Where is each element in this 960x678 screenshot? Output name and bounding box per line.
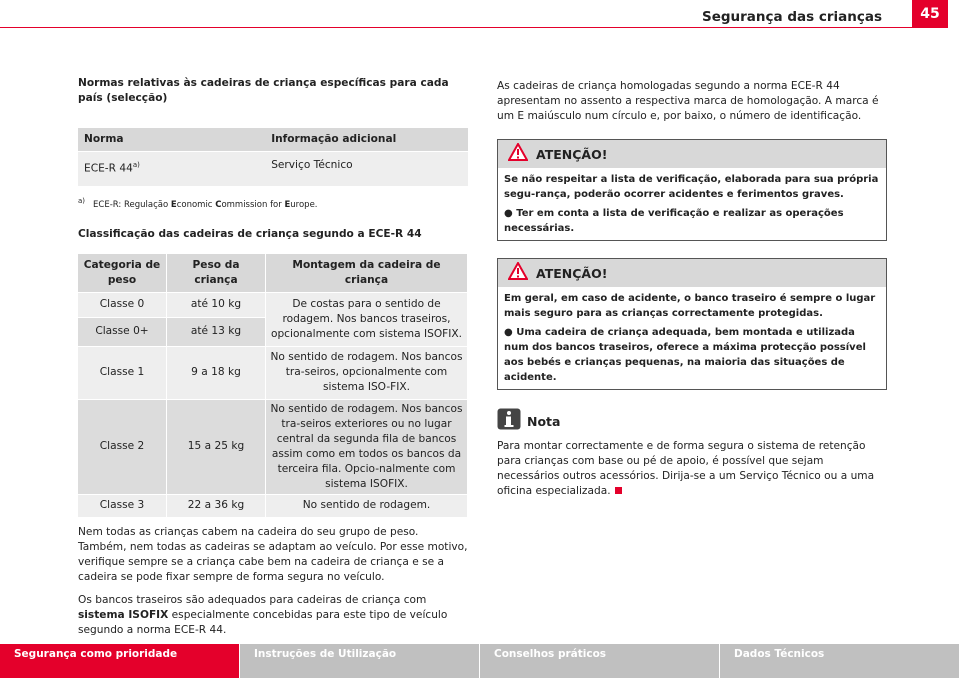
- footnote: $^{a)}$ ECE-R: Regulação Economic Commission for Europe.: [78, 197, 318, 210]
- note-text: Para montar correctamente e de forma segura o sistema de retenção para crianças com base ou pé de apoio, é possível que sejam necessários outros acessórios. Dirija-se a um Serviço Técnico ou a uma oficina especializada.: [497, 440, 875, 497]
- page-header-title: Segurança das crianças: [701, 9, 882, 25]
- table-cell-category: Classe 1: [78, 346, 167, 399]
- footer-tab-technical-data[interactable]: Dados Técnicos: [720, 644, 960, 678]
- warning-box: [497, 258, 887, 390]
- note-info-icon: [497, 408, 521, 435]
- table-row: [78, 292, 468, 317]
- table-header-info: Informação adicional: [265, 128, 468, 152]
- header-rule: [0, 27, 948, 28]
- table-cell-category: Classe 2: [78, 399, 167, 494]
- table-row: [78, 399, 468, 494]
- table-cell-norma: ECE-R 44$^{a)}$: [78, 152, 265, 187]
- classification-table: [78, 254, 468, 517]
- section-heading-country-norms: Normas relativas às cadeiras de criança específicas para cada país (selecção): [78, 77, 449, 104]
- warning-text: Se não respeitar a lista de verificação, elaborada para sua própria segu-rança, poderão ocorrer acidentes e ferimentos graves.: [504, 174, 879, 200]
- norms-table: [78, 128, 468, 186]
- note-title: Nota: [527, 414, 561, 429]
- table-cell-category: Classe 0+: [78, 317, 167, 346]
- table-header-norma: Norma: [78, 128, 265, 152]
- table-header-weight: Peso da criança: [167, 254, 266, 293]
- left-column: [78, 76, 468, 638]
- paragraph-isofix: Os bancos traseiros são adequados para cadeiras de criança com sistema ISOFIX especialmente concebidas para este tipo de veículo segundo a norma ECE-R 44.: [78, 593, 448, 636]
- table-cell-weight: 9 a 18 kg: [167, 346, 266, 399]
- table-cell-mounting: De costas para o sentido de rodagem. Nos bancos traseiros, opcionalmente com sistema ISOFIX.: [266, 292, 468, 346]
- table-header-category: Categoria de peso: [78, 254, 167, 293]
- warning-bullet: ● Ter em conta a lista de verificação e realizar as operações necessárias.: [504, 208, 844, 234]
- table-header-mounting: Montagem da cadeira de criança: [266, 254, 468, 293]
- table-cell-weight: 15 a 25 kg: [167, 399, 266, 494]
- warning-text: Em geral, em caso de acidente, o banco traseiro é sempre o lugar mais seguro para as crianças correctamente protegidas.: [504, 293, 876, 319]
- table-cell-category: Classe 0: [78, 292, 167, 317]
- page-number: 45: [912, 0, 948, 28]
- table-cell-weight: até 10 kg: [167, 292, 266, 317]
- table-row: [78, 494, 468, 517]
- footer-tab-practical-tips[interactable]: Conselhos práticos: [480, 644, 720, 678]
- note-header: [497, 408, 887, 435]
- table-cell-category: Classe 3: [78, 494, 167, 517]
- table-cell-weight: 22 a 36 kg: [167, 494, 266, 517]
- table-cell-weight: até 13 kg: [167, 317, 266, 346]
- warning-box: [497, 139, 887, 241]
- table-cell-mounting: No sentido de rodagem. Nos bancos tra-seiros, opcionalmente com sistema ISO-FIX.: [266, 346, 468, 399]
- warning-title: ATENÇÃO!: [536, 146, 608, 162]
- paragraph-fit-check: Nem todas as crianças cabem na cadeira do seu grupo de peso. Também, nem todas as cadeiras se adaptam ao veículo. Por esse motivo, verifique sempre se a criança cabe bem na cadeira de criança e se a cadeira se pode fixar sempre de forma segura no veículo.: [78, 525, 468, 583]
- right-column: [497, 79, 887, 499]
- warning-triangle-icon: [508, 143, 528, 166]
- table-cell-mounting: No sentido de rodagem. Nos bancos tra-seiros exteriores ou no lugar central da segunda fila de bancos assim como em todos os bancos da terceira fila. Opcio-nalmente com sistema ISOFIX.: [266, 399, 468, 494]
- footer-tab-safety[interactable]: Segurança como prioridade: [0, 644, 240, 678]
- table-row: [78, 346, 468, 399]
- table-cell-info: Serviço Técnico: [265, 152, 468, 187]
- footer-tab-instructions[interactable]: Instruções de Utilização: [240, 644, 480, 678]
- warning-triangle-icon: [508, 262, 528, 285]
- footer-nav: [0, 644, 960, 678]
- table-row: [78, 152, 468, 187]
- warning-bullet: ● Uma cadeira de criança adequada, bem montada e utilizada num dos bancos traseiros, oferece a máxima protecção possível aos bebés e crianças pequenas, na maioria das situações de acidente.: [504, 327, 866, 383]
- warning-title: ATENÇÃO!: [536, 265, 608, 281]
- paragraph-homologation: As cadeiras de criança homologadas segundo a norma ECE-R 44 apresentam no assento a respectiva marca de homologação. A marca é um E maiúsculo num círculo e, por baixo, o número de identificação.: [497, 80, 879, 122]
- section-heading-classification: Classificação das cadeiras de criança segundo a ECE-R 44: [78, 227, 422, 240]
- end-of-section-icon: [615, 487, 622, 494]
- table-cell-mounting: No sentido de rodagem.: [266, 494, 468, 517]
